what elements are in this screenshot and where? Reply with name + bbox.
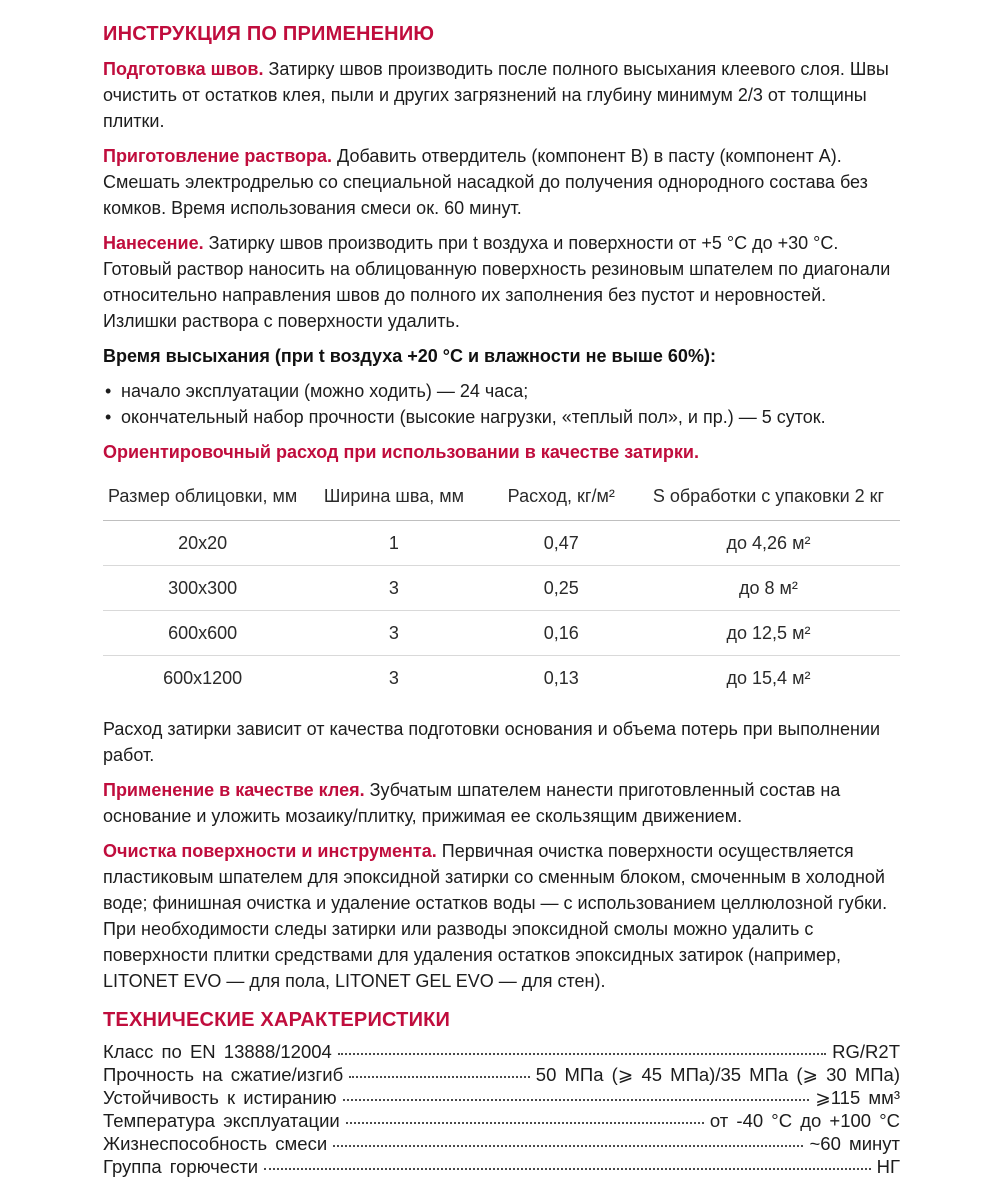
section-lead-joint-preparation: Подготовка швов. (103, 59, 264, 79)
section-lead-cleaning: Очистка поверхности и инструмента. (103, 841, 437, 861)
spec-value-abrasion: ⩾115 мм³ (815, 1087, 900, 1108)
cell-rate: 0,47 (543, 533, 579, 553)
spec-row-abrasion (103, 1086, 900, 1109)
consumption-table (103, 477, 900, 700)
spec-label-temperature: Температура эксплуатации (103, 1110, 340, 1131)
table-row (103, 611, 900, 656)
section-text-cleaning: Первичная очистка поверхности осуществляется пластиковым шпателем для эпоксидной затирки со сменным блоком, смоченным в холодной воде; финишная очистка и удаление остатков воды — с использованием целлюлозной губки. При необходимости следы затирки или разводы эпоксидной смолы можно удалить с поверхности плитки средствами для удаления остатков эпоксидных затирок (например, LITONET EVO — для пола, LITONET GEL EVO — для стен). (103, 841, 888, 991)
cell-area: до 15,4 м² (637, 656, 900, 701)
section-text-joint-preparation: Затирку швов производить после полного высыхания клеевого слоя. Швы очистить от остатков клея, пыли и других загрязнений на глубину минимум 2/3 от толщины плитки. (103, 59, 889, 131)
cell-tile-size: 600x600 (103, 611, 302, 656)
cell-joint-width: 1 (388, 533, 399, 553)
cell-tile-size: 300x300 (103, 566, 302, 611)
cell-rate: 0,16 (486, 611, 637, 656)
section-adhesive-use (103, 777, 900, 829)
cell-tile-size: 600x1200 (103, 656, 302, 701)
section-text-mix-preparation: Добавить отвердитель (компонент В) в пасту (компонент А). Смешать электродрелью со специальной насадкой до получения однородного состава без комков. Время использования смеси ок. 60 минут. (103, 146, 868, 218)
consumption-heading: Ориентировочный расход при использовании в качестве затирки. (103, 442, 699, 462)
dot-leader (346, 1122, 704, 1124)
spec-row-strength (103, 1063, 900, 1086)
dot-leader (349, 1076, 530, 1078)
cell-tile-size: 20x20 (178, 533, 228, 553)
column-header-joint-width: Ширина шва, мм (302, 477, 485, 521)
table-row (103, 521, 900, 566)
dot-leader (343, 1099, 810, 1101)
section-joint-preparation (103, 56, 900, 134)
cell-joint-width: 3 (302, 566, 485, 611)
dot-leader (338, 1053, 826, 1055)
drying-time-heading: Время высыхания (при t воздуха +20 °С и влажности не выше 60%): (103, 346, 716, 366)
spec-row-class (103, 1040, 900, 1063)
spec-value-strength: 50 МПа (⩾ 45 МПа)/35 МПа (⩾ 30 МПа) (535, 1064, 900, 1085)
section-cleaning (103, 838, 900, 994)
drying-bullet-full-strength: • окончательный набор прочности (высокие нагрузки, «теплый пол», и пр.) — 5 суток. (103, 404, 900, 430)
tech-specs-title: ТЕХНИЧЕСКИЕ ХАРАКТЕРИСТИКИ (103, 1009, 451, 1031)
cell-area: до 8 м² (637, 566, 900, 611)
spec-label-class: Класс по EN 13888/12004 (103, 1041, 332, 1062)
cell-rate: 0,13 (486, 656, 637, 701)
dot-leader (264, 1168, 870, 1170)
spec-value-pot-life: ~60 минут (809, 1133, 900, 1154)
spec-value-class: RG/R2T (832, 1041, 900, 1062)
dot-leader (333, 1145, 803, 1147)
section-text-application: Затирку швов производить при t воздуха и поверхности от +5 °С до +30 °С. Готовый раствор наносить на облицованную поверхность резиновым шпателем по диагонали относительно направления швов до полного их заполнения без пустот и неровностей. Излишки раствора с поверхности удалить. (103, 233, 891, 331)
spec-label-pot-life: Жизнеспособность смеси (103, 1133, 328, 1154)
table-row (103, 656, 900, 701)
consumption-table-body (103, 521, 900, 701)
page-title: ИНСТРУКЦИЯ ПО ПРИМЕНЕНИЮ (103, 23, 435, 45)
cell-joint-width: 3 (302, 611, 485, 656)
spec-row-temperature (103, 1109, 900, 1132)
section-application (103, 230, 900, 334)
spec-label-strength: Прочность на сжатие/изгиб (103, 1064, 344, 1085)
spec-value-temperature: от -40 °С до +100 °С (709, 1110, 900, 1131)
spec-label-flammability: Группа горючести (103, 1156, 259, 1177)
table-row (103, 566, 900, 611)
column-header-rate: Расход, кг/м² (486, 477, 637, 521)
section-lead-mix-preparation: Приготовление раствора. (103, 146, 333, 166)
drying-bullet-walkable: • начало эксплуатации (можно ходить) — 24 часа; (103, 378, 900, 404)
drying-time-list (103, 378, 900, 430)
column-header-area: S обработки с упаковки 2 кг (637, 477, 900, 521)
section-lead-application: Нанесение. (103, 233, 204, 253)
spec-row-pot-life (103, 1132, 900, 1155)
column-header-tile-size: Размер облицовки, мм (103, 477, 302, 521)
section-lead-adhesive-use: Применение в качестве клея. (103, 780, 365, 800)
consumption-note: Расход затирки зависит от качества подготовки основания и объема потерь при выполнении работ. (103, 719, 881, 765)
cell-joint-width: 3 (302, 656, 485, 701)
cell-rate: 0,25 (486, 566, 637, 611)
consumption-table-header-row (103, 477, 900, 521)
consumption-table-head (103, 477, 900, 521)
spec-row-flammability (103, 1155, 900, 1178)
spec-value-flammability: НГ (876, 1156, 900, 1177)
section-text-adhesive-use: Зубчатым шпателем нанести приготовленный состав на основание и уложить мозаику/плитку, прижимая ее скользящим движением. (103, 780, 841, 826)
section-mix-preparation (103, 143, 900, 221)
spec-label-abrasion: Устойчивость к истиранию (103, 1087, 337, 1108)
cell-area: до 12,5 м² (637, 611, 900, 656)
cell-area: до 4,26 м² (726, 533, 811, 553)
